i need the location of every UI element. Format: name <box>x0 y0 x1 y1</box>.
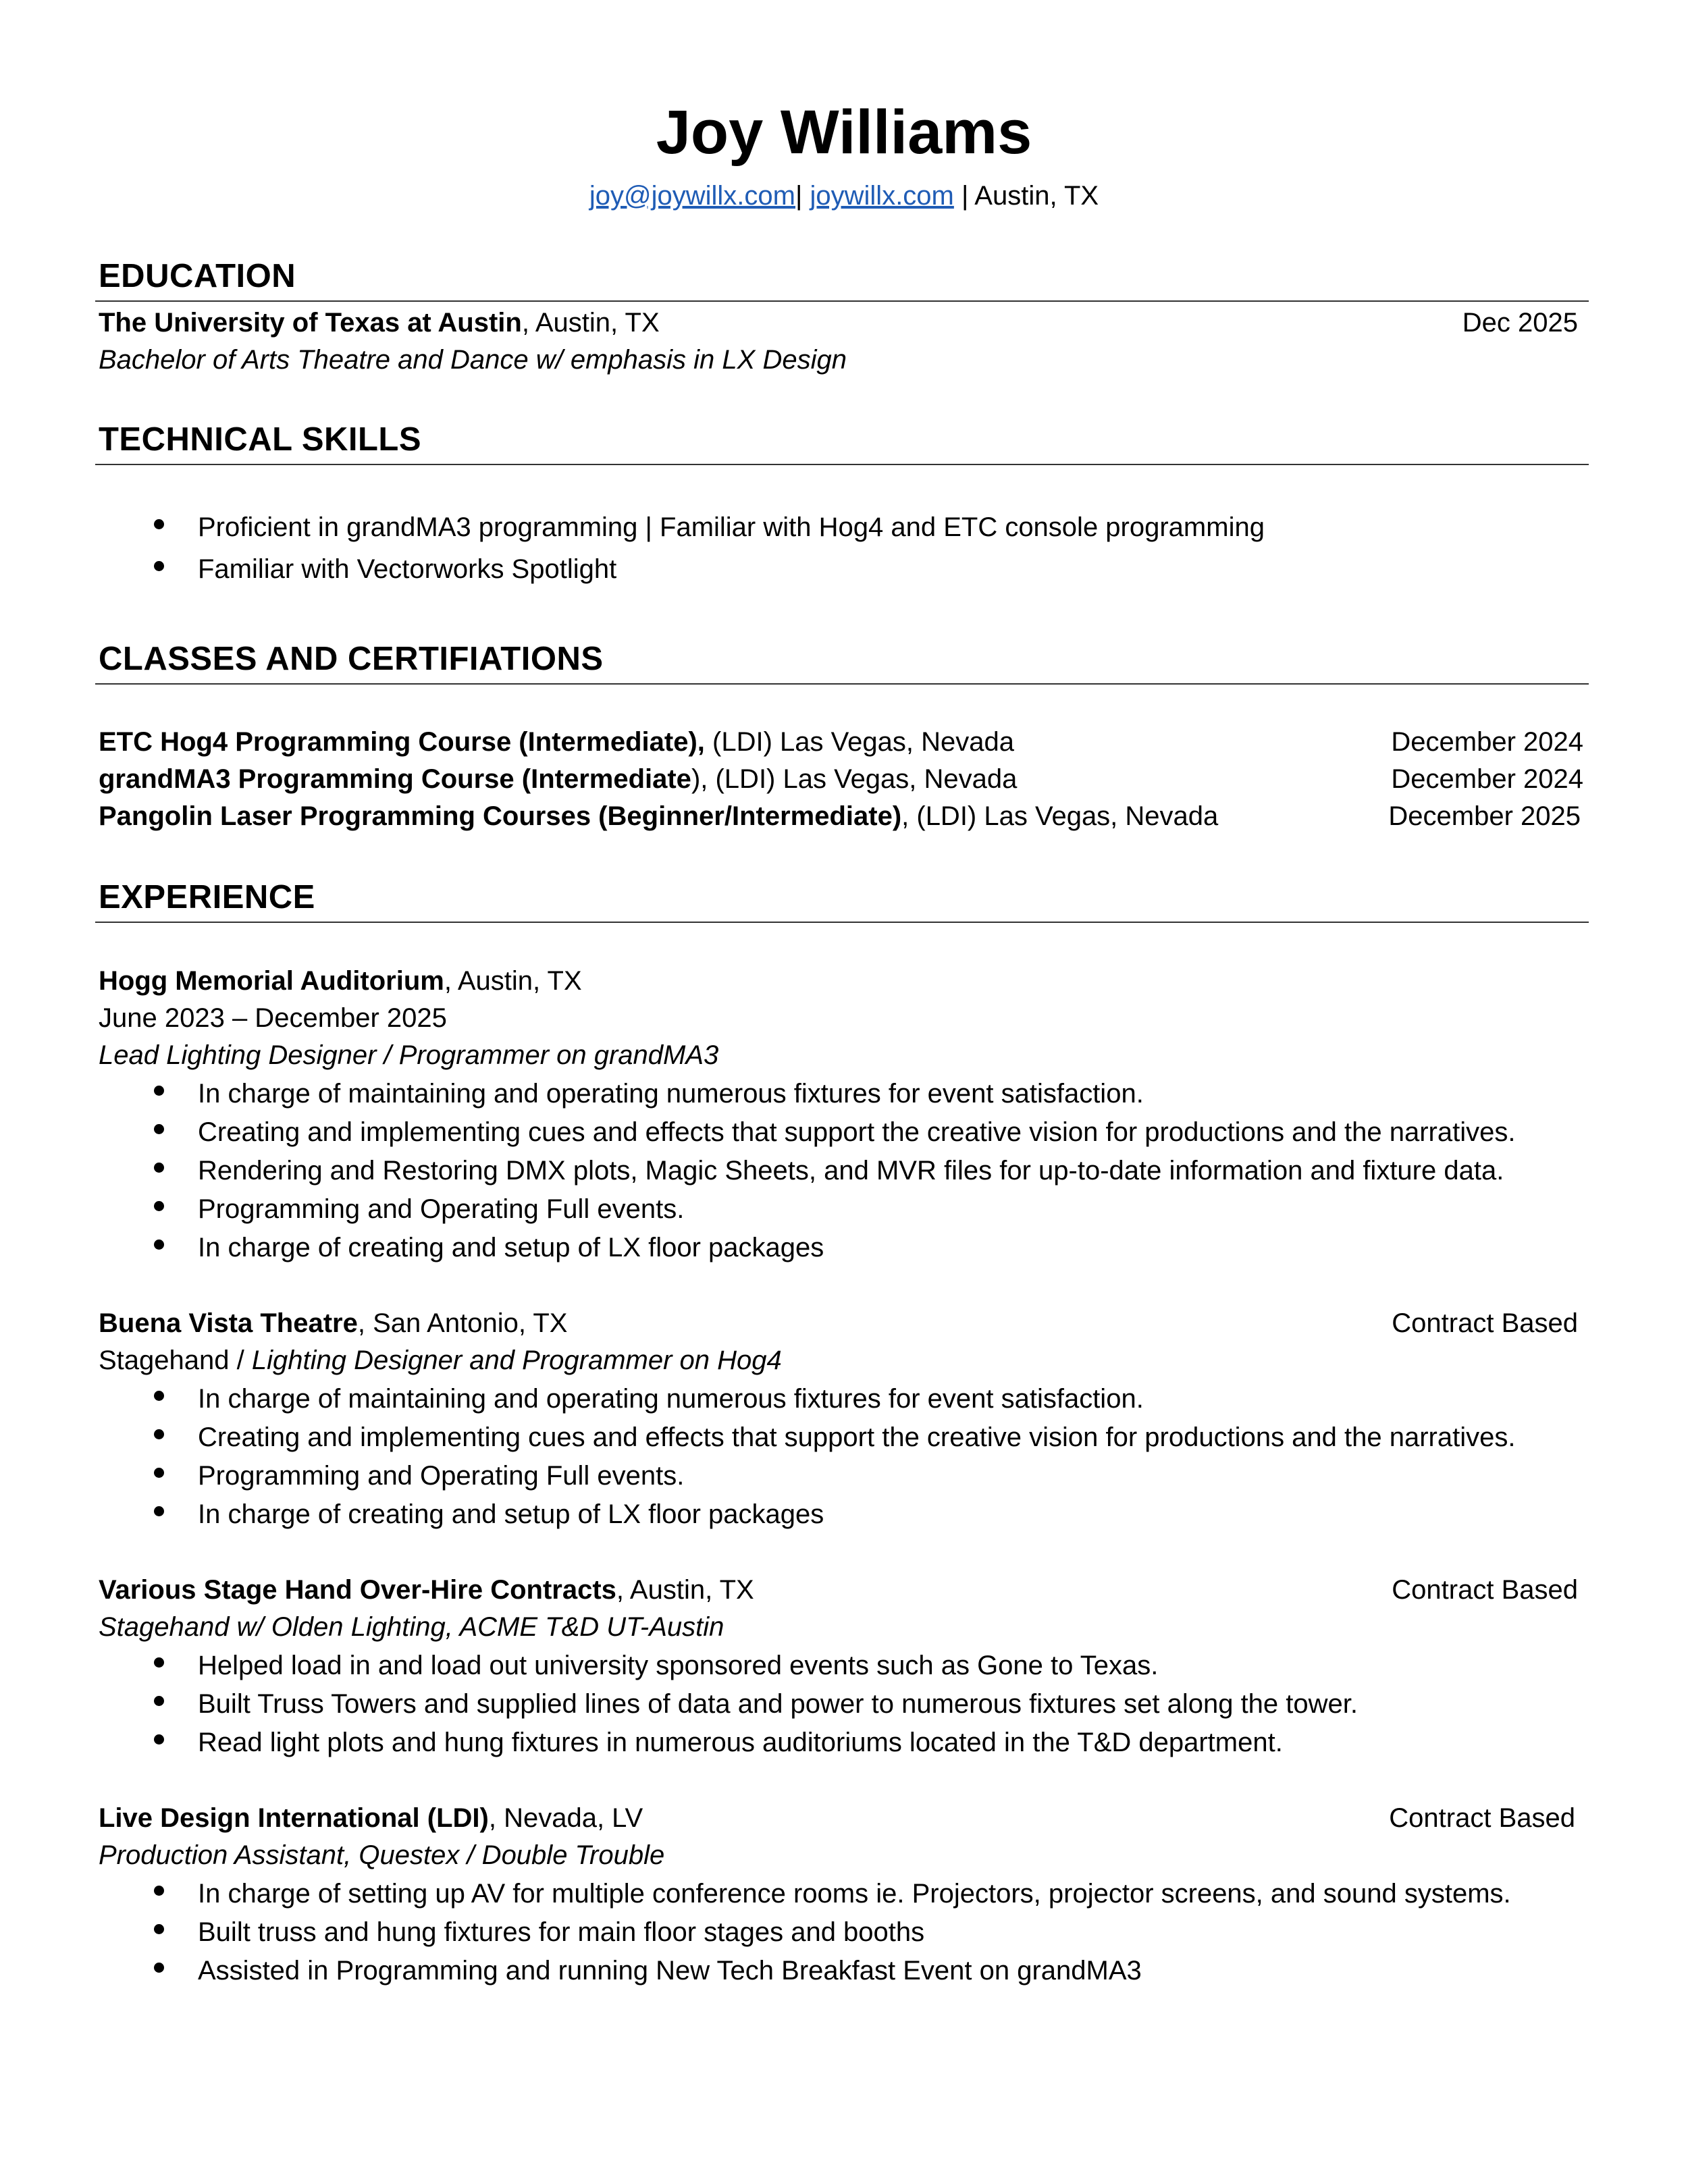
education-heading: EDUCATION <box>99 258 296 294</box>
bullet-icon <box>154 1924 164 1934</box>
job-org-line <box>99 967 582 994</box>
contact-separator: | <box>953 181 975 211</box>
job-org: Various Stage Hand Over-Hire Contracts <box>99 1575 616 1605</box>
job-org: Buena Vista Theatre <box>99 1308 358 1338</box>
bullet-icon <box>154 1124 164 1134</box>
contact-line <box>0 182 1688 209</box>
job-org-line <box>99 1576 754 1603</box>
bullet-icon <box>154 1201 164 1211</box>
certification-item: Pangolin Laser Programming Courses (Beginner/Intermediate), (LDI) Las Vegas, Nevada <box>99 801 1219 831</box>
resume-name: Joy Williams <box>656 98 1032 167</box>
job-location: , Austin, TX <box>444 966 582 996</box>
bullet-icon <box>154 1468 164 1478</box>
bullet-icon <box>154 1391 164 1401</box>
job-dates: June 2023 – December 2025 <box>99 1003 447 1033</box>
bullet-icon <box>154 1163 164 1173</box>
job-location: , Austin, TX <box>616 1575 754 1605</box>
school-location: , Austin, TX <box>521 308 660 338</box>
job-org: Hogg Memorial Auditorium <box>99 966 444 996</box>
bullet-icon <box>154 1963 164 1973</box>
email-link[interactable]: joy@joywillx.com <box>589 181 795 211</box>
resume-page: Joy Williams joy@joywillx.com| joywillx.com | Austin, TX EDUCATION The University of Texas at Austin, Austin, TX Dec 2025 Bachelor of Arts Theatre and Dance w/ emphasis in LX Design TECHNICAL SKILLS Proficient in grandMA3 programming | Familiar with Hog4 and ETC console programming Familiar with Vectorworks Spotlight CLASSES AND CERTIFIATIONS ETC Hog4 Programming Course (Intermediate), (LDI) Las Vegas, Nevada December 2024 grandMA3 Programming Course (Intermediate), (LDI) Las Vegas, Nevada December 2024 Pangolin Laser Programming Courses (Beginner/Intermediate), (LDI) Las Vegas, Nevada December 2025 EXPERIENCE Hogg Memorial Auditorium, Austin, TX June 2023 – December 2025 Lead Lighting Designer / Programmer on grandMA3 In charge of maintaining and operating numerous fixtures for event satisfaction. Creating and implementing cues and effects that support the creative vision for productions and the narratives. Rendering and Restoring DMX plots, Magic Sheets, and MVR files for up-to-date information and fixture data. Programming and Operating Full events. In charge of creating and setup of LX floor packages Buena Vista Theatre, San Antonio, TX Contract Based Stagehand / Lighting Designer and Programmer on Hog4 In charge of maintaining and operating numerous fixtures for event satisfaction. Creating and implementing cues and effects that support the creative vision for productions and the narratives. Programming and Operating Full events. In charge of creating and setup of LX floor packages Various Stage Hand Over-Hire Contracts, Austin, TX Contract Based Stagehand w/ Olden Lighting, ACME T&D UT-Austin Helped load in and load out university sponsored events such as Gone to Texas. Built Truss Towers and supplied lines of data and power to numerous fixtures set along the tower. Read light plots and hung fixtures in numerous auditoriums located in the T&D department. Live Design International (LDI), Nevada, LV Contract Based Production Assistant, Questex / Double Trouble In charge of setting up AV for multiple conference rooms ie. Projectors, projector screens, and sound systems. Built truss and hung fixtures for main floor stages and booths Assisted in Programming and running New Tech Breakfast Event on grandMA3 <box>0 0 1688 2184</box>
bullet-icon <box>154 1886 164 1896</box>
job-role: Lead Lighting Designer / Programmer on grandMA3 <box>99 1040 719 1070</box>
job-org-line <box>99 1310 567 1337</box>
bullet-icon <box>154 1696 164 1706</box>
website-link[interactable]: joywillx.com <box>810 181 954 211</box>
job-contract-type: Contract Based <box>1392 1575 1578 1605</box>
job-role: Lighting Designer and Programmer on Hog4 <box>251 1346 782 1375</box>
bullet-icon <box>154 1240 164 1250</box>
bullet-icon <box>154 561 164 571</box>
bullet-icon <box>154 1506 164 1516</box>
bullet-icon <box>154 1734 164 1744</box>
skills-heading: TECHNICAL SKILLS <box>99 421 422 458</box>
section-divider <box>95 683 1589 685</box>
certification-item: ETC Hog4 Programming Course (Intermediate), (LDI) Las Vegas, Nevada <box>99 727 1014 757</box>
section-divider <box>95 464 1589 465</box>
school-name: The University of Texas at Austin <box>99 308 522 338</box>
bullet-icon <box>154 1429 164 1439</box>
bullet-icon <box>154 519 164 529</box>
section-divider <box>95 922 1589 923</box>
bullet-icon <box>154 1657 164 1668</box>
certification-date: December 2024 <box>1391 764 1583 794</box>
job-role-line <box>99 1347 782 1374</box>
bullet-icon <box>154 1086 164 1096</box>
job-org-line <box>99 1805 643 1832</box>
certification-date: December 2024 <box>1391 727 1583 757</box>
job-role: Stagehand w/ Olden Lighting, ACME T&D UT-Austin <box>99 1612 724 1642</box>
job-org: Live Design International (LDI) <box>99 1803 489 1833</box>
education-school-line <box>99 309 660 336</box>
certifications-heading: CLASSES AND CERTIFIATIONS <box>99 641 604 677</box>
job-role: Production Assistant, Questex / Double Trouble <box>99 1840 665 1870</box>
contact-location: Austin, TX <box>974 181 1099 211</box>
education-date: Dec 2025 <box>1462 308 1578 338</box>
job-contract-type: Contract Based <box>1392 1308 1578 1338</box>
job-location: , Nevada, LV <box>488 1803 643 1833</box>
education-degree: Bachelor of Arts Theatre and Dance w/ emphasis in LX Design <box>99 345 847 375</box>
certification-date: December 2025 <box>1388 801 1581 831</box>
job-role-prefix: Stagehand / <box>99 1346 252 1375</box>
job-contract-type: Contract Based <box>1389 1803 1575 1833</box>
contact-separator: | <box>795 181 810 211</box>
certification-item: grandMA3 Programming Course (Intermediate), (LDI) Las Vegas, Nevada <box>99 764 1018 794</box>
job-location: , San Antonio, TX <box>357 1308 568 1338</box>
experience-heading: EXPERIENCE <box>99 879 315 915</box>
section-divider <box>95 300 1589 302</box>
